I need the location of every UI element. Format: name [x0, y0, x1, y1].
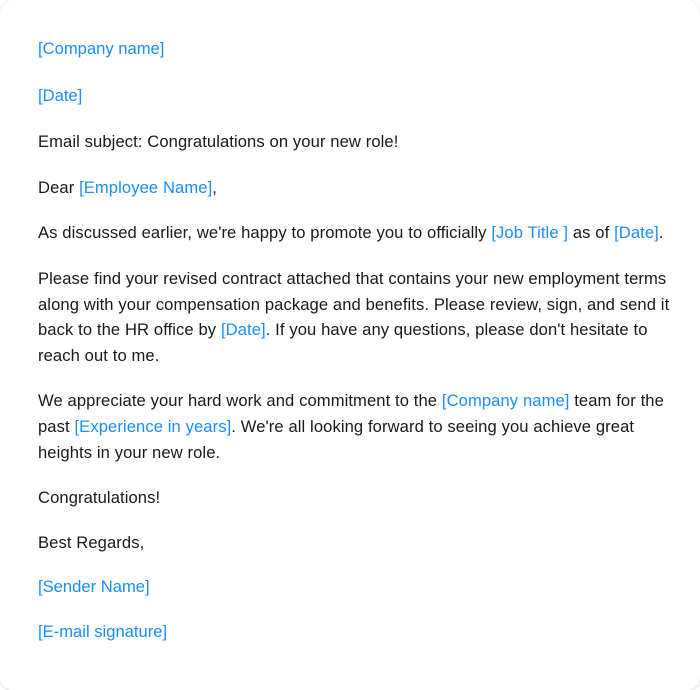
spacer — [38, 600, 678, 619]
paragraph-contract — [38, 266, 678, 368]
contract-text-part2: . If you have any questions, please don't hesitate to reach out to me. — [38, 320, 648, 365]
spacer — [38, 62, 678, 83]
promotion-text-part3: . — [658, 223, 664, 243]
promotion-text-part2: as of — [568, 223, 615, 243]
sender-name-placeholder[interactable]: [Sender Name] — [38, 577, 150, 597]
experience-years-placeholder[interactable]: [Experience in years] — [74, 416, 232, 436]
spacer — [38, 246, 678, 266]
paragraph-promotion — [38, 220, 678, 246]
sign-off-line: Best Regards, — [38, 532, 145, 552]
spacer — [38, 465, 678, 485]
congratulations-line: Congratulations! — [38, 488, 161, 508]
spacer — [38, 155, 678, 175]
spacer — [38, 555, 678, 574]
spacer — [38, 108, 678, 129]
employee-name-placeholder[interactable]: [Employee Name] — [79, 177, 213, 197]
spacer — [38, 200, 678, 220]
appreciation-text-part2: team for the past — [38, 391, 664, 436]
salutation-line — [38, 175, 678, 201]
salutation-suffix: , — [212, 177, 217, 197]
promotion-date-placeholder[interactable]: [Date] — [614, 223, 659, 243]
contract-date-placeholder[interactable]: [Date] — [220, 320, 266, 340]
email-signature-placeholder[interactable]: [E-mail signature] — [38, 621, 168, 641]
spacer — [38, 368, 678, 388]
spacer — [38, 511, 678, 530]
date-header[interactable]: [Date] — [38, 85, 83, 105]
promotion-text-part1: As discussed earlier, we're happy to promote you to officially — [38, 223, 492, 243]
contract-text-part1: Please find your revised contract attached that contains your new employment terms along with your compensation package and benefits. Please review, sign, and send it back to the HR office by — [38, 268, 670, 340]
company-name-header[interactable]: [Company name] — [38, 39, 165, 58]
salutation-prefix: Dear — [38, 177, 80, 197]
job-title-placeholder[interactable]: [Job Title ] — [491, 223, 569, 243]
paragraph-appreciation — [38, 388, 678, 465]
email-subject-line: Email subject: Congratulations on your new role! — [38, 132, 399, 152]
company-name-placeholder[interactable]: [Company name] — [441, 391, 570, 411]
appreciation-text-part3: . We're all looking forward to seeing you achieve great heights in your new role. — [38, 416, 635, 462]
appreciation-text-part1: We appreciate your hard work and commitment to the — [38, 391, 442, 411]
